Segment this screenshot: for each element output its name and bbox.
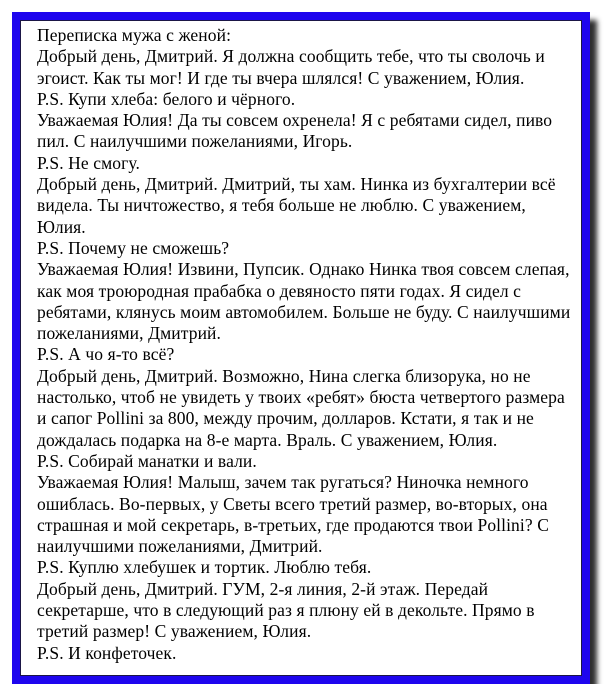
page-title: Переписка мужа с женой: <box>37 25 232 45</box>
paragraph: P.S. Собирай манатки и вали. <box>37 450 257 471</box>
paragraph: P.S. Куплю хлебушек и тортик. Люблю тебя. <box>37 557 372 578</box>
letter-frame <box>12 12 590 684</box>
correspondence-text <box>37 46 573 664</box>
paragraph: P.S. Почему не сможешь? <box>37 237 230 258</box>
paragraph: Уважаемая Юлия! Да ты совсем охренела! Я с ребятами сидел, пиво пил. С наилучшими пожеланиями, Игорь. <box>37 110 553 152</box>
paragraph: Добрый день, Дмитрий. ГУМ, 2-я линия, 2-й этаж. Передай секретарше, что в следующий раз я плюну ей в декольте. Прямо в третий размер! С уважением, Юлия. <box>37 578 535 642</box>
paragraph: Добрый день, Дмитрий. Возможно, Нина слегка близорука, но не настолько, чтоб не увидеть у твоих «ребят» бюста четвертого размера и сапог Pollini за 800, между прочим, долларов. Кстати, я так и не дождалась подарка на 8-е марта. Враль. С уважением, Юлия. <box>37 365 565 450</box>
paragraph: Уважаемая Юлия! Извини, Пупсик. Однако Нинка твоя совсем слепая, как моя троюродная прабабка о девяносто пяти годах. Я сидел с ребятами, клянусь моим автомобилем. Больше не буду. С наилучшими пожеланиями, Дмитрий. <box>37 259 571 344</box>
paragraph: Добрый день, Дмитрий. Я должна сообщить тебе, что ты сволочь и эгоист. Как ты мог! И где ты вчера шлялся! С уважением, Юлия. <box>37 46 545 88</box>
paragraph: P.S. И конфеточек. <box>37 642 177 663</box>
paragraph: P.S. Не смогу. <box>37 152 140 173</box>
paragraph: Уважаемая Юлия! Малыш, зачем так ругаться? Ниночка немного ошиблась. Во-первых, у Светы всего третий размер, во-вторых, она страшная и мой секретарь, в-третьих, где продаются твои Pollini? С наилучшими пожеланиями, Дмитрий. <box>37 472 549 557</box>
paragraph: P.S. А чо я-то всё? <box>37 344 175 365</box>
paragraph: Добрый день, Дмитрий. Дмитрий, ты хам. Нинка из бухгалтерии всё видела. Ты ничтожество, я тебя больше не люблю. С уважением, Юлия. <box>37 174 556 237</box>
paragraph: P.S. Купи хлеба: белого и чёрного. <box>37 88 296 109</box>
